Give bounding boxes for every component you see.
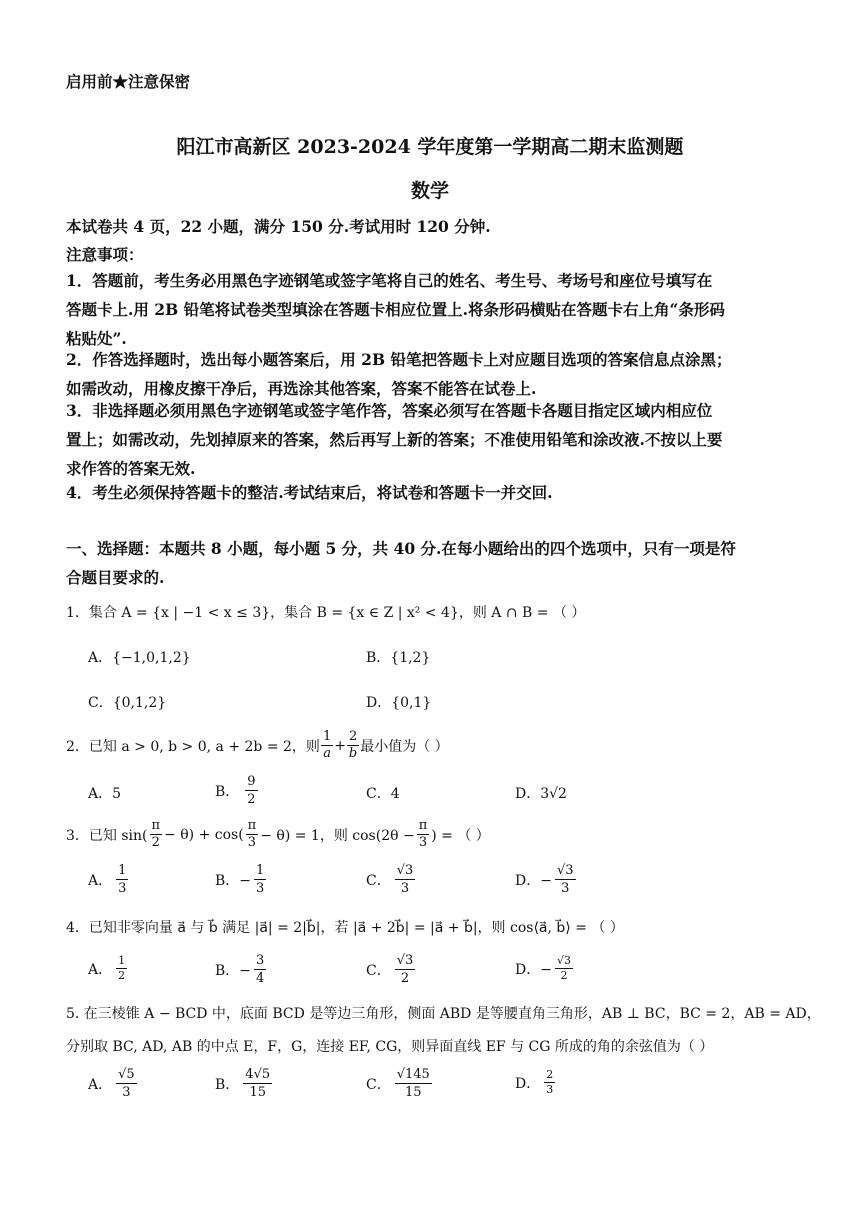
exam-title: 阳江市高新区 2023-2024 学年度第一学期高二期末监测题 — [176, 136, 684, 158]
fraction-denominator: 3 — [122, 1085, 131, 1100]
fraction-numerator: √3 — [556, 954, 571, 967]
fraction — [395, 1066, 432, 1101]
fraction-denominator: 2 — [400, 971, 410, 986]
fraction — [544, 1068, 555, 1097]
fraction-numerator: √3 — [396, 863, 414, 878]
question-4-stem: 4．已知非零向量 a⃗ 与 b⃗ 满足 |a⃗| = 2|b⃗|，若 |a⃗ + 2b⃗| = |a⃗ + b⃗|，则 cos⟨a⃗, b⃗⟩ = （ ） — [66, 920, 624, 936]
note-1-line: 1．答题前，考生务必用黑色字迹钢笔或签字笔将自己的姓名、考生号、考场号和座位号填写在 — [66, 271, 713, 290]
question-1-option-b: B．{1,2} — [366, 650, 431, 666]
note-4 — [66, 478, 553, 507]
fraction-numerator: 1 — [322, 729, 332, 744]
fraction-denominator: 3 — [256, 881, 265, 896]
fraction — [116, 862, 128, 897]
question-5-stem-line2: 分别取 BC, AD, AB 的中点 E，F，G，连接 EF, CG，则异面直线 EF 与 CG 所成的角的余弦值为（ ） — [66, 1039, 714, 1055]
question-1-option-d: D．{0,1} — [366, 695, 432, 711]
confidential-mark: 启用前★注意保密 — [66, 72, 191, 91]
option-label: D．− — [515, 961, 552, 978]
fraction — [116, 954, 127, 983]
plus-sign: + — [334, 737, 346, 754]
fraction-denominator: a — [323, 746, 331, 761]
fraction-denominator: 3 — [546, 1083, 554, 1096]
question-4-option-a — [88, 954, 127, 983]
option-label: A． — [88, 872, 113, 889]
fraction-numerator: 9 — [247, 774, 256, 789]
question-3-stem-part: ) = （ ） — [431, 827, 490, 844]
note-3-line: 置上；如需改动，先划掉原来的答案，然后再写上新的答案；不准使用铅笔和涂改液.不按以上要 — [66, 430, 723, 449]
section-heading-line1: 一、选择题：本题共 8 小题，每小题 5 分，共 40 分.在每小题给出的四个选项中，只有一项是符 — [66, 539, 736, 558]
fraction-denominator: 2 — [151, 835, 160, 850]
fraction — [555, 862, 576, 897]
question-3-option-c — [366, 862, 415, 897]
fraction — [395, 862, 416, 897]
fraction — [116, 1066, 137, 1101]
fraction — [395, 952, 416, 987]
fraction — [321, 729, 333, 762]
note-3-line: 3．非选择题必须用黑色字迹钢笔或签字笔作答，答案必须写在答题卡各题目指定区域内相应位 — [66, 401, 713, 420]
fraction-numerator: π — [418, 818, 428, 833]
option-label: D． — [515, 1075, 541, 1092]
option-label: B． — [215, 1076, 240, 1093]
option-label: D．− — [515, 872, 552, 889]
fraction-denominator: 3 — [561, 881, 570, 896]
question-2-stem — [66, 729, 449, 762]
fraction — [347, 729, 359, 762]
question-2-stem-post: 最小值为（ ） — [360, 738, 449, 755]
question-5-option-d — [515, 1068, 555, 1097]
question-1-option-a: A．{−1,0,1,2} — [88, 650, 191, 666]
question-4-option-c — [366, 952, 415, 987]
question-5-stem-line1: 5. 在三棱锥 A − BCD 中，底面 BCD 是等边三角形，侧面 ABD 是等腰直角三角形，AB ⊥ BC，BC = 2，AB = AD， — [66, 1006, 821, 1022]
option-label: C． — [366, 1076, 391, 1093]
fraction — [417, 818, 430, 851]
fraction-numerator: 2 — [348, 729, 358, 744]
question-2-option-c: C．4 — [366, 786, 400, 802]
fraction-denominator: 15 — [405, 1085, 422, 1100]
subject-title: 数学 — [410, 180, 449, 202]
option-label: A． — [88, 1076, 113, 1093]
question-4-option-b — [215, 952, 266, 987]
fraction-denominator: 2 — [247, 792, 256, 807]
fraction-numerator: 2 — [546, 1068, 554, 1081]
fraction — [150, 818, 163, 851]
fraction-numerator: π — [151, 818, 161, 833]
fraction-numerator: 3 — [256, 953, 265, 968]
note-2-line: 2．作答选择题时，选出每小题答案后，用 2B 铅笔把答题卡上对应题目选项的答案信息点涂黑； — [66, 350, 732, 369]
fraction-denominator: 3 — [400, 881, 410, 896]
section-heading-line2: 合题目要求的. — [66, 568, 165, 587]
option-label: A． — [88, 961, 113, 978]
question-2-option-b — [215, 773, 258, 808]
fraction-numerator: 4√5 — [245, 1067, 271, 1082]
question-2-stem-pre: 2．已知 a > 0, b > 0, a + 2b = 2，则 — [66, 738, 320, 755]
question-3-option-b — [215, 862, 266, 897]
question-2-option-d: D．3√2 — [515, 786, 567, 802]
option-label: C． — [366, 962, 391, 979]
fraction-denominator: 3 — [247, 835, 257, 850]
fraction-numerator: 1 — [256, 863, 265, 878]
question-1-stem: 1．集合 A = {x | −1 < x ≤ 3}，集合 B = {x ∈ Z | x² < 4}，则 A ∩ B = （ ） — [66, 605, 586, 621]
note-4-line: 4．考生必须保持答题卡的整洁.考试结束后，将试卷和答题卡一并交回. — [66, 483, 553, 502]
question-4-option-d — [515, 954, 573, 983]
fraction-denominator: 3 — [418, 835, 428, 850]
fraction-numerator: √3 — [396, 953, 414, 968]
fraction-denominator: 15 — [249, 1085, 266, 1100]
question-5-option-c — [366, 1066, 432, 1101]
question-5-option-b — [215, 1066, 272, 1101]
fraction-numerator: √3 — [556, 863, 574, 878]
fraction — [254, 952, 266, 987]
fraction-denominator: 4 — [256, 971, 265, 986]
question-3-option-a — [88, 862, 128, 897]
option-label: B． — [215, 783, 240, 800]
fraction-numerator: √145 — [396, 1067, 430, 1082]
option-label: B．− — [215, 872, 252, 889]
question-3-stem-part: 3．已知 sin( — [66, 827, 148, 844]
fraction — [254, 862, 266, 897]
fraction-numerator: π — [247, 818, 257, 833]
question-3-stem — [66, 818, 490, 851]
note-3 — [66, 396, 722, 483]
question-2-option-a: A．5 — [88, 786, 122, 802]
fraction — [555, 954, 573, 983]
question-3-stem-part: − θ) = 1，则 cos(2θ − — [260, 827, 415, 844]
note-1-line: 答题卡上.用 2B 铅笔将试卷类型填涂在答题卡相应位置上.将条形码横贴在答题卡右上角“条形码 — [66, 300, 725, 319]
note-2 — [66, 345, 731, 403]
exam-summary: 本试卷共 4 页，22 小题，满分 150 分.考试用时 120 分钟. — [66, 217, 491, 236]
option-label: B．− — [215, 962, 252, 979]
fraction-denominator: 3 — [118, 881, 127, 896]
note-3-line: 求作答的答案无效. — [66, 459, 196, 478]
fraction-numerator: √5 — [118, 1067, 135, 1082]
fraction-numerator: 1 — [118, 954, 126, 967]
notes-heading: 注意事项： — [66, 245, 144, 264]
fraction — [243, 1066, 272, 1101]
question-1-option-c: C．{0,1,2} — [88, 695, 167, 711]
note-2-line: 如需改动，用橡皮擦干净后，再选涂其他答案，答案不能答在试卷上. — [66, 379, 537, 398]
question-3-option-d — [515, 862, 576, 897]
note-1 — [66, 266, 725, 353]
note-1-line: 粘贴处”. — [66, 329, 127, 348]
fraction-denominator: 2 — [118, 969, 126, 982]
option-label: C． — [366, 872, 391, 889]
fraction-numerator: 1 — [118, 863, 127, 878]
question-5-option-a — [88, 1066, 137, 1101]
fraction-denominator: 2 — [560, 969, 568, 982]
fraction-denominator: b — [348, 746, 358, 761]
fraction — [245, 773, 257, 808]
fraction — [246, 818, 259, 851]
question-3-stem-part: − θ) + cos( — [164, 826, 244, 843]
